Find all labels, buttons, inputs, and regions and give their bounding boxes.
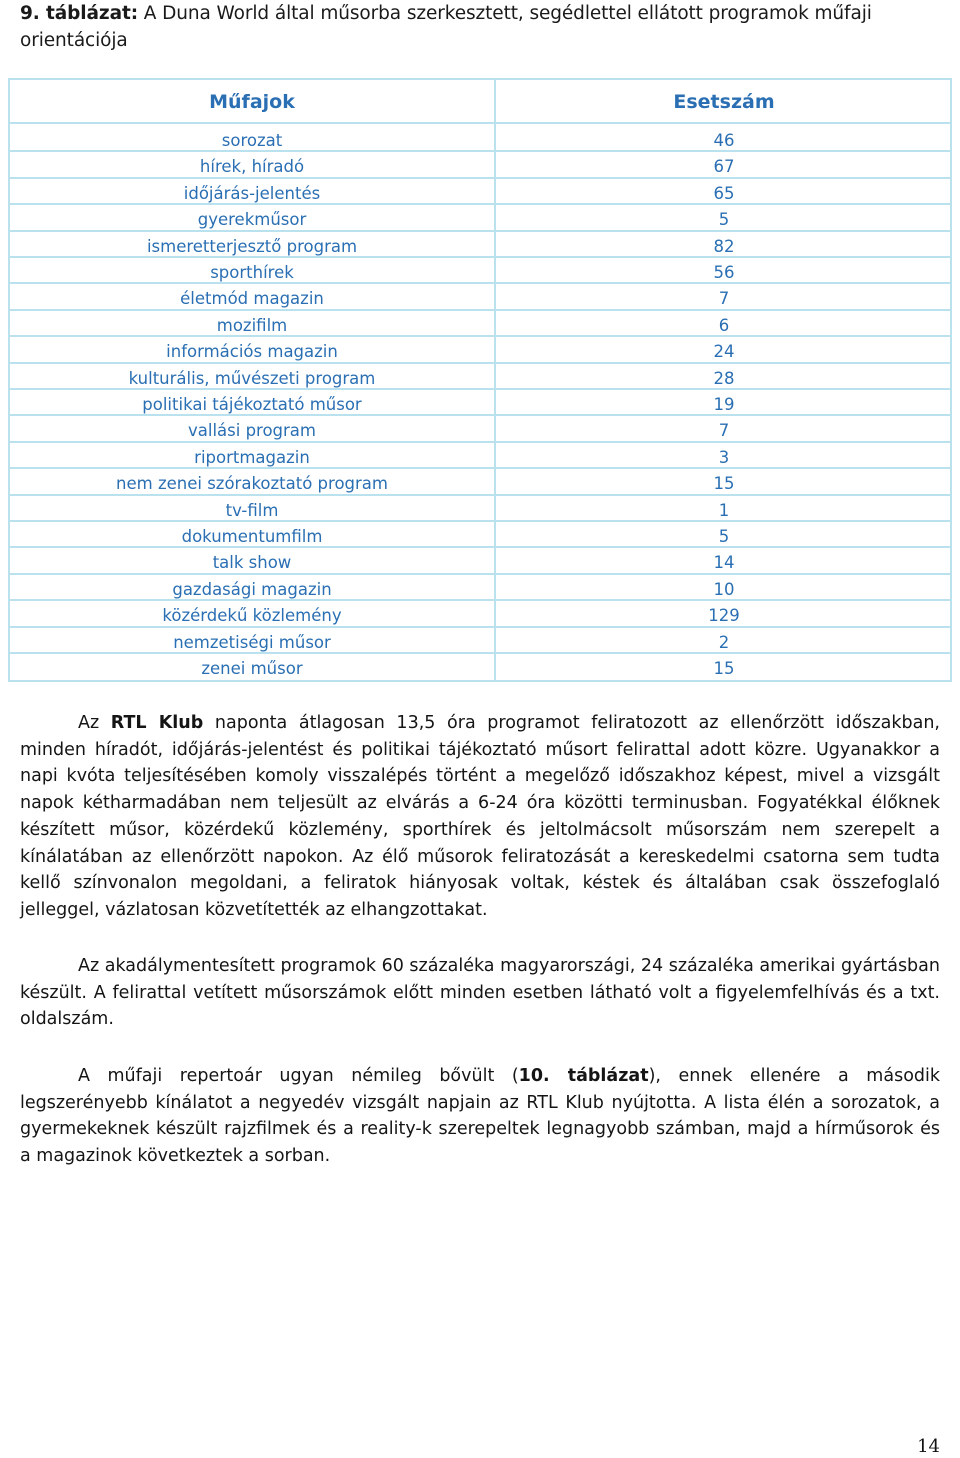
count-cell: 3 [718, 447, 730, 467]
genre-cell: mozifilm [216, 315, 288, 335]
genre-cell: életmód magazin [180, 289, 324, 309]
genre-cell: tv-film [225, 500, 279, 520]
paragraph-1-rest: naponta átlagosan 13,5 óra programot feliratozott az ellenőrzött időszakban, minden híradót, időjárás-jelentést és politikai tájékoztató műsort felirattal adott közre. Ugyanakkor a napi kvóta teljesítésében komoly visszalépés történt a megelőző időszakhoz képest, mivel a vizsgált napok kétharmadában nem teljesült az elvárás a 6-24 óra közötti terminusban. Fogyatékkal élőknek készített műsor, közérdekű közlemény, sporthírek és jeltolmácsolt műsorszám nem szerepelt a kínálatában az ellenőrzött napokon. Az élő műsorok feliratozását a kereskedelmi csatorna sem tudta kellő színvonalon megoldani, a feliratok hiányosak voltak, késtek és általában csak összefoglaló jelleggel, vázlatosan közvetítették az elhangzottakat. [20, 713, 940, 920]
genre-cell: talk show [212, 553, 292, 573]
table-row [10, 337, 950, 363]
table-row [10, 311, 950, 337]
count-cell: 15 [713, 474, 735, 494]
table-row [10, 152, 950, 178]
genre-cell: ismeretterjesztő program [146, 236, 358, 256]
table-row [10, 522, 950, 548]
genre-cell: gyerekműsor [197, 210, 307, 230]
table-row [10, 654, 950, 680]
genre-table [8, 78, 952, 682]
table-row [10, 548, 950, 574]
count-cell: 129 [708, 606, 740, 626]
table-row [10, 443, 950, 469]
count-cell: 5 [718, 210, 730, 230]
count-cell: 10 [713, 579, 735, 599]
header-count: Esetszám [673, 91, 775, 113]
table-caption-label: 9. táblázat: [20, 3, 139, 24]
genre-cell: kulturális, művészeti program [128, 368, 376, 388]
table-row [10, 469, 950, 495]
table-row [10, 628, 950, 654]
genre-cell: hírek, híradó [199, 157, 305, 177]
count-cell: 24 [713, 342, 735, 362]
table-row [10, 390, 950, 416]
table-caption-text: A Duna World által műsorba szerkesztett, segédlettel ellátott programok műfaji orientációja [20, 3, 872, 51]
genre-cell: politikai tájékoztató műsor [142, 395, 362, 414]
table-row [10, 496, 950, 522]
paragraph-3-bold: 10. táblázat [518, 1066, 649, 1086]
count-cell: 67 [713, 157, 735, 177]
table-row [10, 284, 950, 310]
table-row [10, 364, 950, 390]
paragraph-1-start: Az [78, 713, 111, 733]
table-row [10, 179, 950, 205]
count-cell: 5 [718, 527, 730, 546]
count-cell: 82 [713, 236, 735, 256]
table-row [10, 601, 950, 627]
count-cell: 7 [718, 421, 730, 441]
paragraph-3-start: A műfaji repertoár ugyan némileg bővült ( [78, 1066, 519, 1086]
table-row [10, 575, 950, 601]
count-cell: 14 [713, 553, 735, 573]
table-row [10, 126, 950, 152]
genre-cell: nem zenei szórakoztató program [116, 474, 388, 494]
count-cell: 46 [713, 131, 735, 150]
count-cell: 2 [718, 632, 730, 652]
genre-cell: információs magazin [166, 342, 338, 362]
genre-cell: dokumentumfilm [181, 527, 323, 546]
table-row [10, 232, 950, 258]
table-row [10, 258, 950, 284]
paragraph-repertoire [20, 1063, 940, 1170]
table-caption [20, 0, 940, 54]
count-cell: 7 [718, 289, 730, 309]
genre-cell: sorozat [221, 131, 283, 150]
count-cell: 65 [713, 183, 735, 203]
genre-cell: zenei műsor [201, 659, 303, 678]
genre-cell: riportmagazin [194, 447, 310, 467]
paragraph-accessibility [20, 953, 940, 1033]
genre-cell: vallási program [187, 421, 316, 441]
count-cell: 1 [718, 500, 730, 520]
genre-cell: sporthírek [210, 263, 294, 282]
table-row [10, 416, 950, 442]
count-cell: 6 [718, 315, 730, 335]
paragraph-3-rest: ), ennek ellenére a második legszerényebb kínálatot a negyedév vizsgált napjain az RTL Klub nyújtotta. A lista élén a sorozatok, a gyermekeknek készült rajzfilmek és a reality-k szerepeltek legnagyobb számban, majd a hírműsorok és a magazinok következtek a sorban. [20, 1066, 941, 1167]
table-row [10, 205, 950, 231]
paragraph-1-bold: RTL Klub [110, 713, 204, 733]
genre-cell: közérdekű közlemény [162, 606, 342, 626]
header-genres: Műfajok [209, 91, 295, 113]
genre-cell: időjárás-jelentés [183, 183, 321, 203]
page-number: 14 [917, 1436, 940, 1457]
paragraph-rtl-klub [20, 710, 940, 924]
count-cell: 15 [713, 659, 735, 678]
paragraph-2-text: Az akadálymentesített programok 60 százaléka magyarországi, 24 százaléka amerikai gyártásban készült. A felirattal vetített műsorszámok előtt minden esetben látható volt a figyelemfelhívás és a txt. oldalszám. [20, 956, 940, 1030]
genre-cell: nemzetiségi műsor [173, 632, 331, 652]
header-divider [10, 122, 950, 124]
genre-cell: gazdasági magazin [172, 579, 332, 599]
count-cell: 28 [713, 368, 735, 388]
count-cell: 56 [713, 263, 735, 282]
count-cell: 19 [713, 395, 735, 414]
